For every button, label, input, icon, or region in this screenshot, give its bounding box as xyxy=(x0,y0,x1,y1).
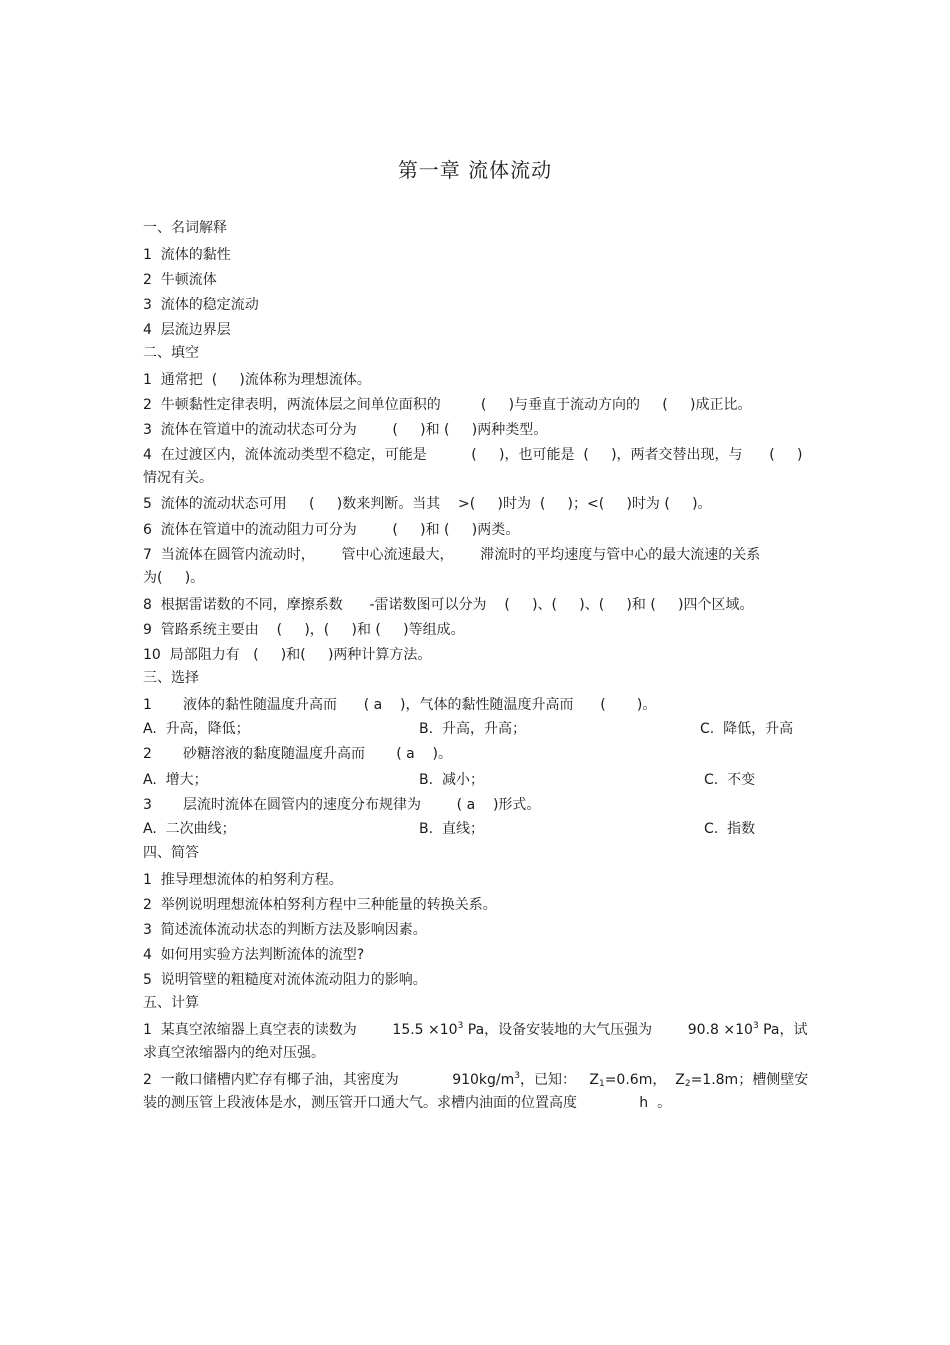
chapter-title: 第一章 流体流动 xyxy=(397,158,553,182)
choice-option-a: A. 增大； xyxy=(143,772,208,788)
section-heading-choice: 三、选择 xyxy=(143,670,199,686)
short-answer-item: 2 举例说明理想流体柏努利方程中三种能量的转换关系。 xyxy=(143,897,497,913)
calc-question-1-cont: 求真空浓缩器内的绝对压强。 xyxy=(143,1045,325,1061)
choice-option-c: C. 指数 xyxy=(704,821,756,837)
short-answer-item: 5 说明管壁的粗糙度对流体流动阻力的影响。 xyxy=(143,972,427,988)
choice-option-c: C. 降低，升高 xyxy=(700,721,794,737)
choice-option-b: B. 直线； xyxy=(419,821,484,837)
choice-option-c: C. 不变 xyxy=(704,772,756,788)
fill-question: 3 流体在管道中的流动状态可分为 ( )和 ( )两种类型。 xyxy=(143,422,548,438)
fill-question: 5 流体的流动状态可用 ( )数来判断。当其 >( )时为 ( )；<( )时为 ( )。 xyxy=(143,496,712,512)
choice-option-a: A. 二次曲线； xyxy=(143,821,236,837)
choice-question: 3 层流时流体在圆管内的速度分布规律为 ( a )形式。 xyxy=(143,797,541,813)
short-answer-item: 1 推导理想流体的柏努利方程。 xyxy=(143,872,343,888)
choice-option-b: B. 升高，升高； xyxy=(419,721,526,737)
section-heading-short-answer: 四、简答 xyxy=(143,845,199,861)
fill-question: 6 流体在管道中的流动阻力可分为 ( )和 ( )两类。 xyxy=(143,522,520,538)
choice-option-b: B. 减小； xyxy=(419,772,484,788)
term-item: 1 流体的黏性 xyxy=(143,247,231,263)
choice-question: 1 液体的黏性随温度升高而 ( a )，气体的黏性随温度升高而 ( )。 xyxy=(143,697,657,713)
section-heading-terms: 一、名词解释 xyxy=(143,220,227,236)
fill-question-cont: 情况有关。 xyxy=(143,470,213,486)
fill-question-cont: 为( )。 xyxy=(143,570,205,586)
fill-question: 10 局部阻力有 ( )和( )两种计算方法。 xyxy=(143,647,432,663)
fill-question: 2 牛顿黏性定律表明，两流体层之间单位面积的 ( )与垂直于流动方向的 ( )成正比。 xyxy=(143,397,752,413)
term-item: 3 流体的稳定流动 xyxy=(143,297,259,313)
fill-question: 1 通常把 ( )流体称为理想流体。 xyxy=(143,372,371,388)
fill-question: 4 在过渡区内，流体流动类型不稳定，可能是 ( )，也可能是 ( )，两者交替出现，与 ( ) xyxy=(143,447,803,463)
fill-question: 7 当流体在圆管内流动时， 管中心流速最大， 滞流时的平均速度与管中心的最大流速的关系 xyxy=(143,547,761,563)
calc-question-2: 2 一敞口储槽内贮存有椰子油，其密度为 $910kg/m^3$，已知： $Z_1=0.6m$， $Z_2=1.8m$；槽侧壁安 xyxy=(143,1071,809,1089)
section-heading-calc: 五、计算 xyxy=(143,995,199,1011)
calc-question-2-cont: 装的测压管上段液体是水，测压管开口通大气。求槽内油面的位置高度 h 。 xyxy=(143,1095,672,1111)
choice-option-a: A. 升高，降低； xyxy=(143,721,250,737)
section-heading-fill: 二、填空 xyxy=(143,345,199,361)
fill-question: 9 管路系统主要由 ( )，( )和 ( )等组成。 xyxy=(143,622,465,638)
short-answer-item: 4 如何用实验方法判断流体的流型? xyxy=(143,947,365,963)
term-item: 4 层流边界层 xyxy=(143,322,231,338)
fill-question: 8 根据雷诺数的不同，摩擦系数 -雷诺数图可以分为 ( )、( )、( )和 ( )四个区域。 xyxy=(143,597,754,613)
short-answer-item: 3 简述流体流动状态的判断方法及影响因素。 xyxy=(143,922,427,938)
calc-question-1: 1 某真空浓缩器上真空表的读数为 $15.5 \times 10^3$ Pa，设备安装地的大气压强为 $90.8 \times 10^3$ Pa，试 xyxy=(143,1021,808,1038)
choice-question: 2 砂糖溶液的黏度随温度升高而 ( a )。 xyxy=(143,746,452,762)
term-item: 2 牛顿流体 xyxy=(143,272,217,288)
